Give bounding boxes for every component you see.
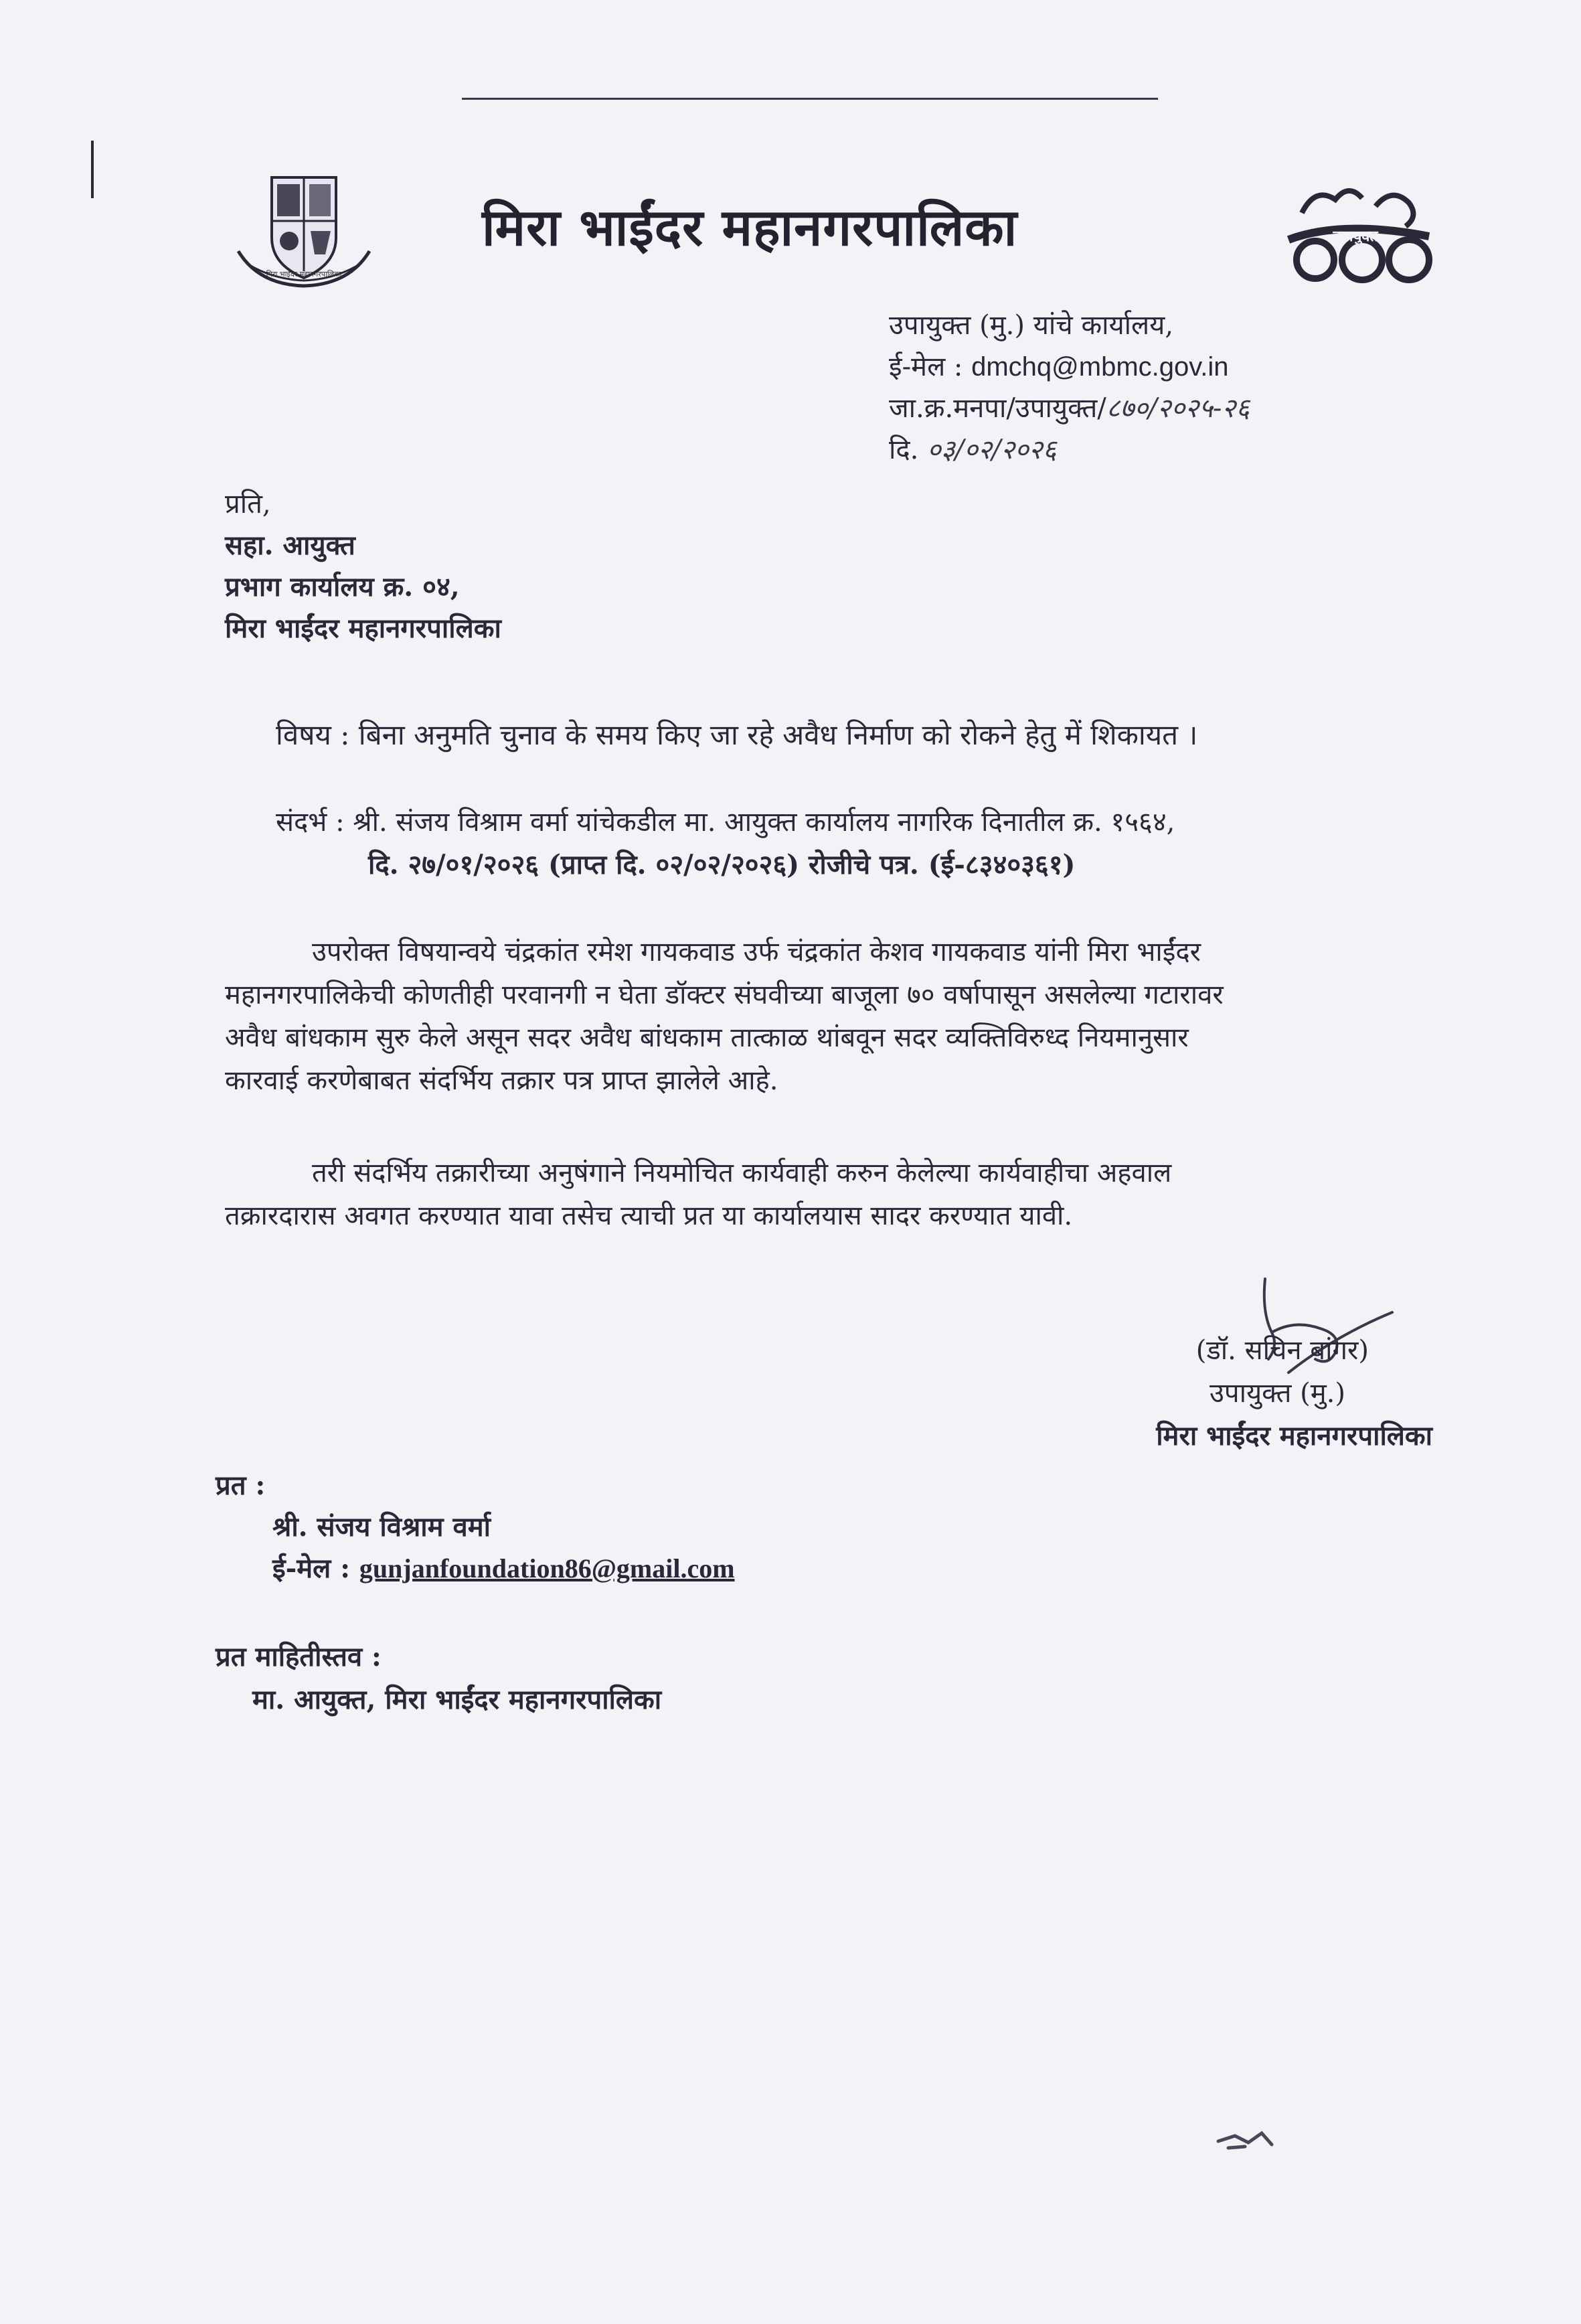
signatory-name: (डॉ. सचिन बांगर): [1195, 1335, 1369, 1366]
margin-mark: [91, 141, 94, 198]
copy-email-line: [216, 1548, 735, 1590]
signatory-block: [1071, 1329, 1432, 1458]
top-rule-line: [462, 98, 1158, 100]
recipient-line-1: सहा. आयुक्त: [225, 530, 355, 561]
subject-line: विषय : बिना अनुमति चुनाव के समय किए जा रहे अवैध निर्माण को रोकने हेतु में शिकायत ।: [276, 718, 1198, 751]
anniversary-logo: [1275, 179, 1436, 290]
copy-label: प्रत :: [216, 1470, 266, 1501]
copy-email-link[interactable]: gunjanfoundation86@gmail.com: [359, 1553, 735, 1583]
scan-smudge: [1215, 2128, 1275, 2155]
page-title: मिरा भाईंदर महानगरपालिका: [482, 198, 1018, 257]
paragraph-2-line-1: तरी संदर्भिय तक्रारीच्या अनुषंगाने नियमोचित कार्यवाही करुन केलेल्या कार्यवाहीचा अहवाल: [312, 1158, 1172, 1188]
date-prefix: दि.: [889, 435, 928, 465]
office-email-line: [889, 346, 1250, 388]
reference-block: [276, 801, 1175, 886]
letter-date-line: [889, 429, 1250, 471]
copy-recipient-name: श्री. संजय विश्राम वर्मा: [272, 1511, 491, 1543]
recipient-line-3: मिरा भाईंदर महानगरपालिका: [225, 613, 501, 644]
office-details: [889, 305, 1250, 471]
outward-number-line: [889, 388, 1250, 429]
signatory-designation: उपायुक्त (मु.): [1209, 1378, 1345, 1409]
outward-number-prefix: जा.क्र.मनपा/उपायुक्त/: [889, 393, 1106, 424]
paragraph-1-line-3: अवैध बांधकाम सुरु केले असून सदर अवैध बांधकाम तात्काळ थांबवून सदर व्यक्तिविरुध्द नियमानुसार: [225, 1022, 1189, 1053]
body-paragraph-1: [225, 931, 1436, 1102]
recipient-line-2: प्रभाग कार्यालय क्र. ०४,: [225, 571, 460, 603]
info-copy-block: [216, 1636, 661, 1721]
info-copy-line-1: मा. आयुक्त, मिरा भाईंदर महानगरपालिका: [252, 1684, 662, 1715]
salutation: प्रति,: [225, 489, 271, 520]
office-email-label: ई-मेल :: [889, 352, 972, 382]
paragraph-2-line-2: तक्रारदारास अवगत करण्यात यावा तसेच त्याची प्रत या कार्यालयास सादर करण्यात यावी.: [225, 1200, 1073, 1231]
paragraph-1-line-2: महानगरपालिकेची कोणतीही परवानगी न घेता डॉक्टर संघवीच्या बाजूला ७० वर्षापासून असलेल्या गटारावर: [225, 980, 1224, 1010]
info-copy-label: प्रत माहितीस्तव :: [216, 1641, 382, 1673]
reference-line-2: दि. २७/०१/२०२६ (प्राप्त दि. ०२/०२/२०२६) रोजीचे पत्र. (ई-८३४०३६१): [368, 849, 1076, 880]
copy-email-label: ई-मेल :: [272, 1553, 359, 1584]
emblem-motto: मिरा भाईंदर महानगरपालिका: [266, 270, 342, 279]
logo-text: उपायुक्त: [1333, 228, 1378, 245]
paragraph-1-line-1: उपरोक्त विषयान्वये चंद्रकांत रमेश गायकवाड उर्फ चंद्रकांत केशव गायकवाड यांनी मिरा भाईंदर: [312, 937, 1201, 967]
paragraph-1-line-4: कारवाई करणेबाबत संदर्भिय तक्रार पत्र प्राप्त झालेले आहे.: [225, 1065, 778, 1096]
date-handwritten: ०३/०२/२०२६: [927, 435, 1057, 465]
recipient-block: [225, 483, 501, 649]
body-paragraph-2: [225, 1152, 1436, 1237]
reference-line-1: संदर्भ : श्री. संजय विश्राम वर्मा यांचेकडील मा. आयुक्त कार्यालय नागरिक दिनातील क्र. १५६४,: [276, 807, 1175, 838]
outward-number-handwritten: ८७०/२०२५-२६: [1106, 393, 1250, 424]
copy-to-block: [216, 1465, 735, 1590]
office-email: dmchq@mbmc.gov.in: [971, 352, 1229, 382]
municipal-emblem-logo: [232, 171, 376, 290]
office-name: उपायुक्त (मु.) यांचे कार्यालय,: [889, 310, 1174, 341]
signatory-organization: मिरा भाईंदर महानगरपालिका: [1156, 1420, 1432, 1452]
